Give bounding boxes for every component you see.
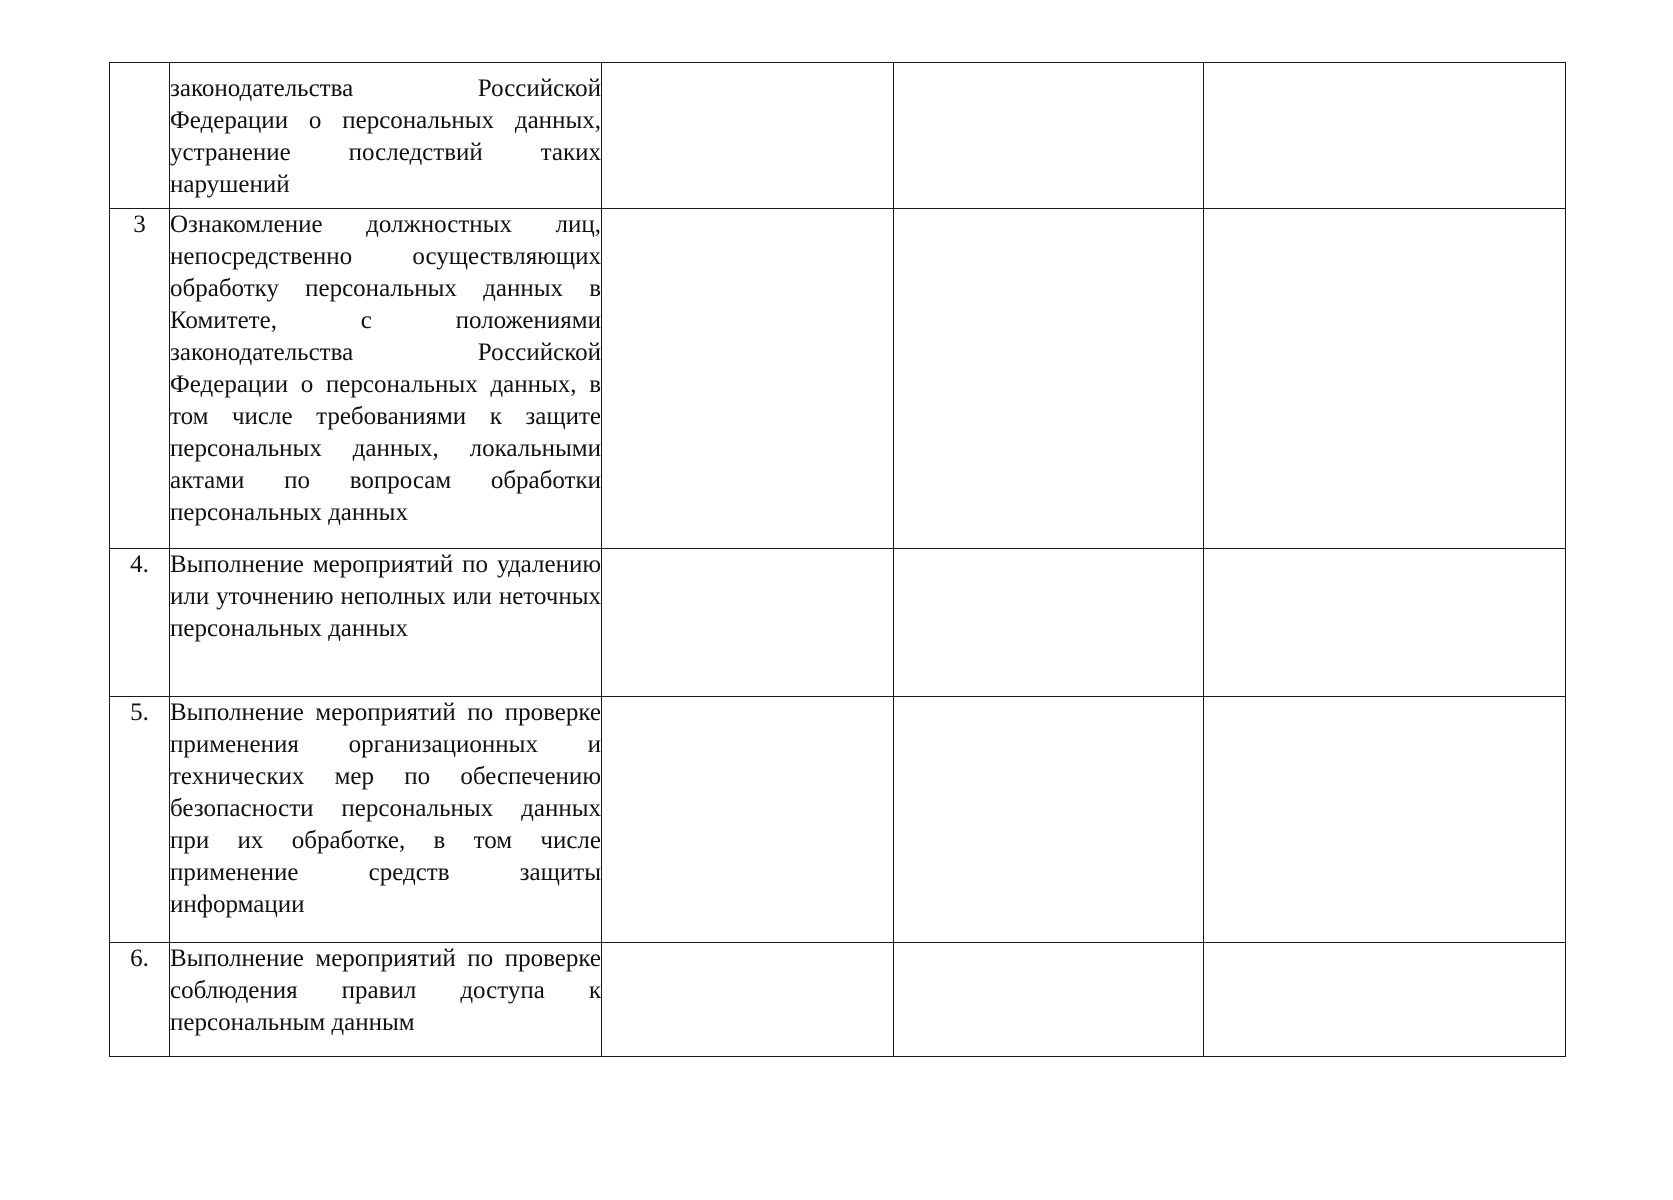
empty-cell — [1204, 697, 1566, 943]
row-text: Выполнение мероприятий по проверке применения организационных и технических мер по обеспечению безопасности персональных данных при их обработке, в том числе применение средств защиты информации — [170, 697, 602, 943]
table-row — [110, 943, 1566, 1057]
row-text: Выполнение мероприятий по проверке соблюдения правил доступа к персональным данным — [170, 943, 602, 1057]
row-number: 5. — [110, 697, 170, 943]
row-text: Выполнение мероприятий по удалению или уточнению неполных или неточных персональных данных — [170, 549, 602, 697]
row-text: Ознакомление должностных лиц, непосредственно осуществляющих обработку персональных данных в Комитете, с положениями законодательства Российской Федерации о персональных данных, в том числе требованиями к защите персональных данных, локальными актами по вопросам обработки персональных данных — [170, 209, 602, 549]
measures-table — [109, 62, 1566, 1057]
empty-cell — [602, 697, 894, 943]
table-row — [110, 63, 1566, 209]
empty-cell — [894, 943, 1204, 1057]
table-row — [110, 209, 1566, 549]
row-number: 4. — [110, 549, 170, 697]
row-number: 6. — [110, 943, 170, 1057]
empty-cell — [1204, 549, 1566, 697]
empty-cell — [602, 549, 894, 697]
empty-cell — [1204, 209, 1566, 549]
row-number — [110, 63, 170, 209]
table-row — [110, 549, 1566, 697]
empty-cell — [602, 209, 894, 549]
empty-cell — [894, 697, 1204, 943]
table-row — [110, 697, 1566, 943]
empty-cell — [894, 209, 1204, 549]
empty-cell — [1204, 943, 1566, 1057]
empty-cell — [894, 63, 1204, 209]
empty-cell — [1204, 63, 1566, 209]
row-number: 3 — [110, 209, 170, 549]
empty-cell — [894, 549, 1204, 697]
empty-cell — [602, 63, 894, 209]
row-text: законодательства Российской Федерации о персональных данных, устранение последствий таких нарушений — [170, 63, 602, 209]
empty-cell — [602, 943, 894, 1057]
